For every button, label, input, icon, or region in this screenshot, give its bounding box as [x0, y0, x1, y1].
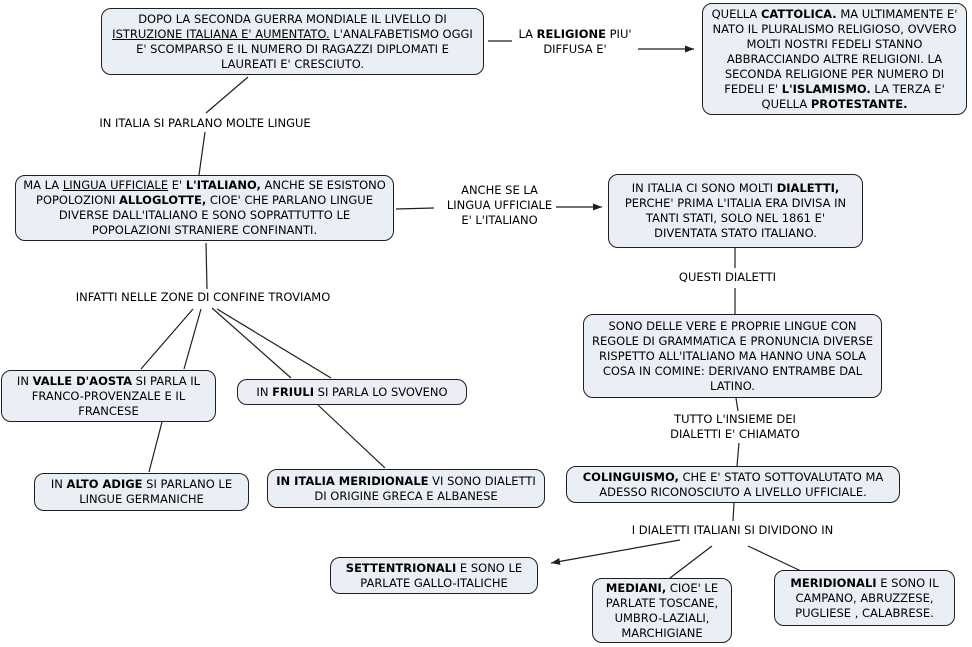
- link-label-anche-se[interactable]: ANCHE SE LA LINGUA UFFICIALE E' L'ITALIANO: [446, 183, 553, 227]
- node-settentrionali[interactable]: SETTENTRIONALI E SONO LE PARLATE GALLO-ITALICHE: [330, 557, 538, 594]
- link-label-religione-diffusa[interactable]: LA RELIGIONE PIU' DIFFUSA E': [518, 27, 632, 56]
- link-label-molte-lingue[interactable]: IN ITALIA SI PARLANO MOLTE LINGUE: [99, 116, 311, 130]
- link-label-zone-confine[interactable]: INFATTI NELLE ZONE DI CONFINE TROVIAMO: [75, 290, 331, 304]
- node-dialetti[interactable]: IN ITALIA CI SONO MOLTI DIALETTI, PERCHE' PRIMA L'ITALIA ERA DIVISA IN TANTI STATI, SOLO NEL 1861 E' DIVENTATA STATO ITALIANO.: [608, 174, 863, 248]
- node-valle-daosta[interactable]: IN VALLE D'AOSTA SI PARLA IL FRANCO-PROVENZALE E IL FRANCESE: [1, 370, 216, 422]
- node-vere-lingue[interactable]: SONO DELLE VERE E PROPRIE LINGUE CON REGOLE DI GRAMMATICA E PRONUNCIA DIVERSE RISPETTO ALL'ITALIANO MA HANNO UNA SOLA COSA IN COMINE: DERIVANO ENTRAMBE DAL LATINO.: [583, 314, 882, 398]
- node-lingua-ufficiale[interactable]: MA LA LINGUA UFFICIALE E' L'ITALIANO, ANCHE SE ESISTONO POPOLOZIONI ALLOGLOTTE, CIOE' CHE PARLANO LINGUE DIVERSE DALL'ITALIANO E SONO SOPRATTUTTO LE POPOLAZIONI STRANIERE CONFINANTI.: [15, 175, 394, 241]
- node-colinguismo[interactable]: COLINGUISMO, CHE E' STATO SOTTOVALUTATO MA ADESSO RICONOSCIUTO A LIVELLO UFFICIALE.: [566, 466, 900, 503]
- node-mediani[interactable]: MEDIANI, CIOE' LE PARLATE TOSCANE, UMBRO-LAZIALI, MARCHIGIANE: [592, 578, 732, 643]
- node-friuli[interactable]: IN FRIULI SI PARLA LO SVOVENO: [237, 379, 467, 405]
- node-religione[interactable]: QUELLA CATTOLICA. MA ULTIMAMENTE E' NATO IL PLURALISMO RELIGIOSO, OVVERO MOLTI NOSTRI FEDELI STANNO ABBRACCIANDO ALTRE RELIGIONI. LA SECONDA RELIGIONE PER NUMERO DI FEDELI E' L'ISLAMISMO. LA TERZA E' QUELLA PROTESTANTE.: [702, 3, 967, 115]
- node-istruzione[interactable]: DOPO LA SECONDA GUERRA MONDIALE IL LIVELLO DI ISTRUZIONE ITALIANA E' AUMENTATO. L'ANALFABETISMO OGGI E' SCOMPARSO E IL NUMERO DI RAGAZZI DIPLOMATI E LAUREATI E' CRESCIUTO.: [101, 8, 484, 75]
- node-italia-meridionale[interactable]: IN ITALIA MERIDIONALE VI SONO DIALETTI DI ORIGINE GRECA E ALBANESE: [267, 469, 545, 508]
- link-label-questi-dialetti[interactable]: QUESTI DIALETTI: [678, 270, 777, 284]
- link-label-insieme-chiamato[interactable]: TUTTO L'INSIEME DEI DIALETTI E' CHIAMATO: [670, 412, 800, 441]
- node-meridionali[interactable]: MERIDIONALI E SONO IL CAMPANO, ABRUZZESE, PUGLIESE , CALABRESE.: [774, 570, 955, 626]
- node-alto-adige[interactable]: IN ALTO ADIGE SI PARLANO LE LINGUE GERMANICHE: [34, 473, 249, 511]
- link-label-si-dividono[interactable]: I DIALETTI ITALIANI SI DIVIDONO IN: [631, 523, 834, 537]
